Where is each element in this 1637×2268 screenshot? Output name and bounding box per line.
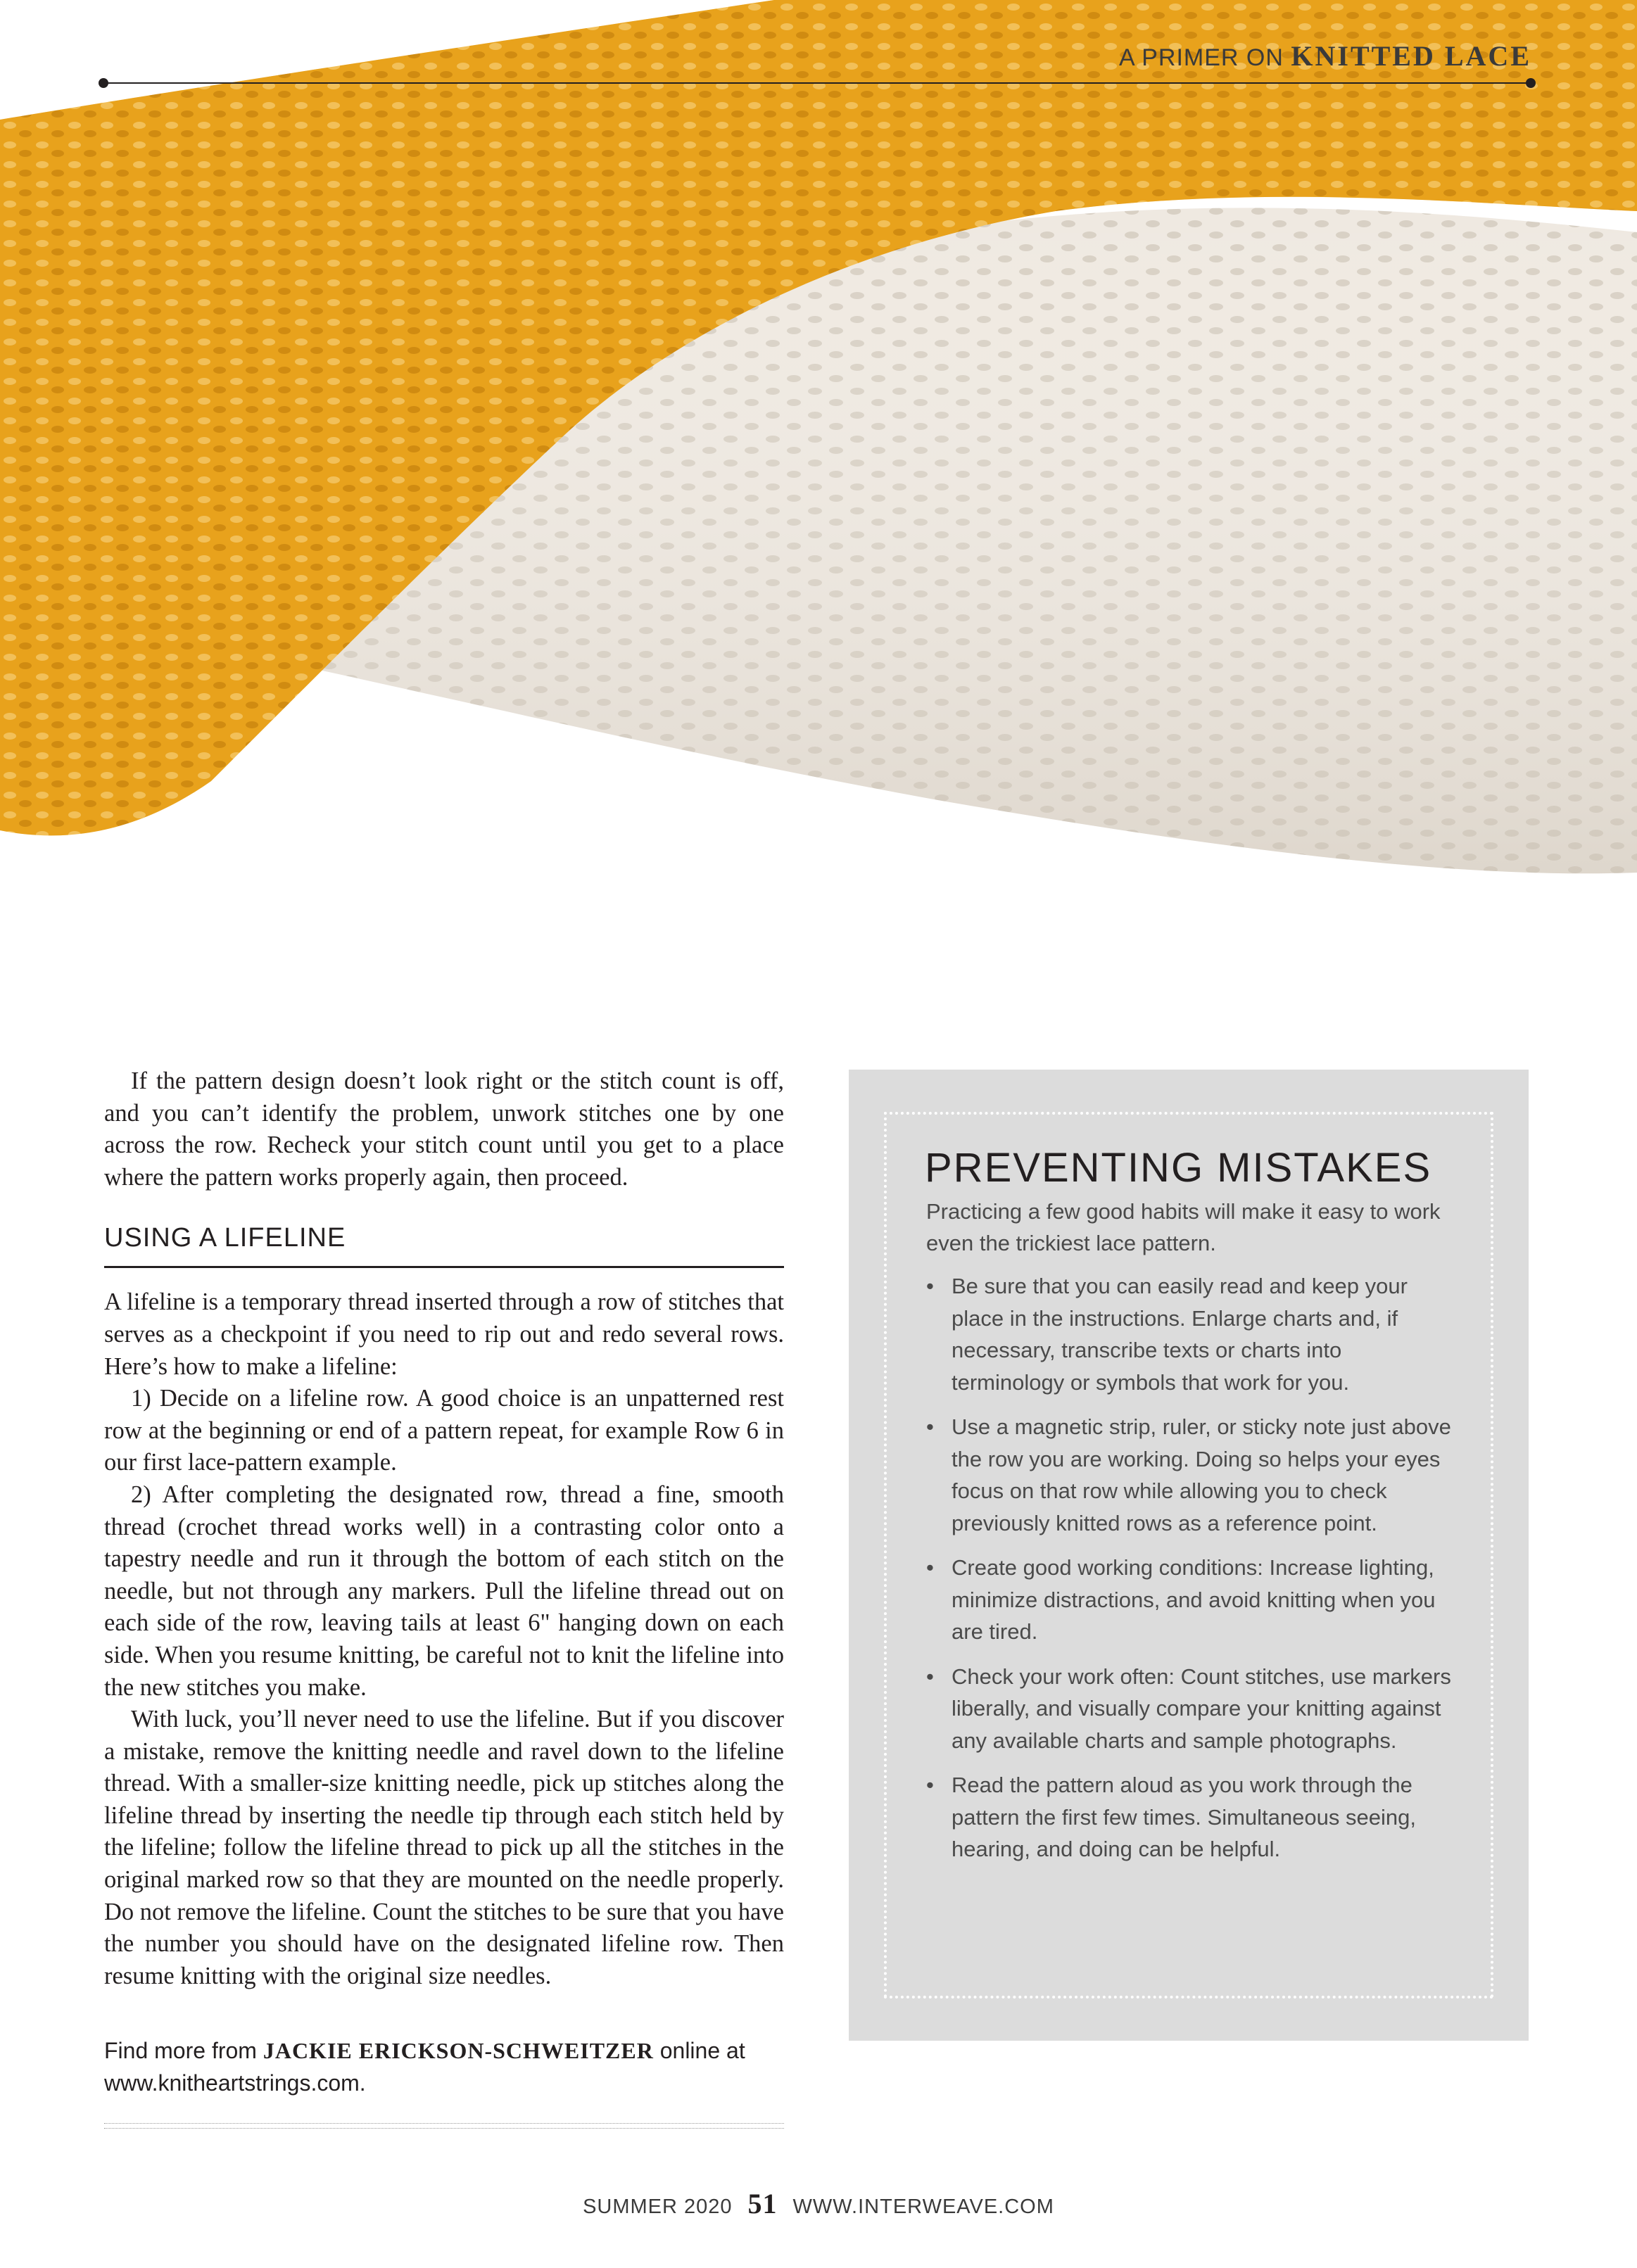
- header-rule-left-dot: [99, 78, 108, 88]
- sidebar-item-text: Use a magnetic strip, ruler, or sticky note just above the row you are working. Doing so helps your eyes focus on that row while allowing you to check previously knitted rows as a reference point.: [952, 1414, 1451, 1535]
- bullet-icon: •: [926, 1555, 934, 1580]
- bullet-icon: •: [926, 1414, 934, 1439]
- end-rule: [104, 2123, 784, 2129]
- sidebar-list-item: [926, 1270, 1451, 1398]
- sidebar-item-text: Check your work often: Count stitches, use markers liberally, and visually compare your knitting against any available charts and sample photographs.: [952, 1664, 1451, 1753]
- bullet-icon: •: [926, 1773, 934, 1797]
- header-rule-right-dot: [1526, 78, 1536, 88]
- credit-author-name: JACKIE ERICKSON-SCHWEITZER: [263, 2038, 654, 2064]
- sidebar-list-item: [926, 1411, 1451, 1539]
- bullet-icon: •: [926, 1274, 934, 1298]
- article-column: [104, 1065, 784, 2129]
- lace-shawl-illustration: [0, 0, 1637, 922]
- header-rule: [103, 82, 1531, 84]
- sidebar-list-item: [926, 1769, 1451, 1865]
- sidebar-dotted-frame: [884, 1112, 1493, 1998]
- sidebar-box: [849, 1070, 1529, 2041]
- sidebar-list-item: [926, 1552, 1451, 1648]
- lace-shawl-photo: [0, 0, 1637, 922]
- running-head: [1119, 39, 1531, 72]
- footer-issue: SUMMER 2020: [583, 2196, 733, 2218]
- running-head-kicker: A PRIMER ON: [1118, 44, 1284, 71]
- running-head-section: KNITTED LACE: [1291, 40, 1531, 72]
- body-paragraph: 1) Decide on a lifeline row. A good choice is an unpatterned rest row at the beginning or end of a pattern repeat, for example Row 6 in our first lace-pattern example.: [104, 1385, 784, 1476]
- bullet-icon: •: [926, 1664, 934, 1689]
- author-credit: [104, 2034, 784, 2099]
- sidebar-item-text: Create good working conditions: Increase lighting, minimize distractions, and avoid knitting when you are tired.: [952, 1555, 1436, 1644]
- sidebar-item-text: Read the pattern aloud as you work through the pattern the first few times. Simultaneous seeing, hearing, and doing can be helpful.: [952, 1773, 1416, 1861]
- subhead-using-a-lifeline: USING A LIFELINE: [104, 1223, 784, 1268]
- body-paragraph: With luck, you’ll never need to use the lifeline. But if you discover a mistake, remove the knitting needle and ravel down to the lifeline thread. With a smaller-size knitting needle, pick up stitches along the lifeline thread by inserting the needle tip through each stitch held by the lifeline; follow the lifeline thread to pick up all the stitches in the original marked row so that they are mounted on the needle properly. Do not remove the lifeline. Count the stitches to be sure that you have the number you should have on the designated lifeline row. Then resume knitting with the original size needles.: [104, 1706, 784, 1989]
- sidebar-intro: Practicing a few good habits will make it easy to work even the trickiest lace pattern.: [926, 1199, 1441, 1255]
- sidebar-title: PREVENTING MISTAKES: [925, 1145, 1432, 1191]
- body-paragraph: 2) After completing the designated row, thread a fine, smooth thread (crochet thread works well) in a contrasting color onto a tapestry needle and run it through the bottom of each stitch on the needle, but not through any markers. Pull the lifeline thread out on each side of the row, leaving tails at least 6" hanging down on each side. When you resume knitting, be careful not to knit the lifeline into the new stitches you make.: [104, 1481, 784, 1701]
- sidebar-list: [926, 1270, 1451, 1865]
- intro-paragraph: If the pattern design doesn’t look right or the stitch count is off, and you can’t identify the problem, unwork stitches one by one across the row. Recheck your stitch count until you get to a place where the pattern works properly again, then proceed.: [104, 1068, 784, 1191]
- page-number: 51: [747, 2188, 778, 2219]
- body-paragraph: A lifeline is a temporary thread inserted through a row of stitches that serves as a checkpoint if you need to rip out and redo several rows. Here’s how to make a lifeline:: [104, 1288, 784, 1380]
- sidebar-item-text: Be sure that you can easily read and keep your place in the instructions. Enlarge charts and, if necessary, transcribe texts or charts into terminology or symbols that work for you.: [952, 1274, 1408, 1395]
- credit-suffix: online at www.knitheartstrings.com.: [104, 2038, 745, 2096]
- credit-prefix: Find more from: [104, 2038, 263, 2064]
- page-footer: [0, 2187, 1637, 2220]
- sidebar-list-item: [926, 1661, 1451, 1757]
- footer-website: WWW.INTERWEAVE.COM: [792, 2196, 1054, 2218]
